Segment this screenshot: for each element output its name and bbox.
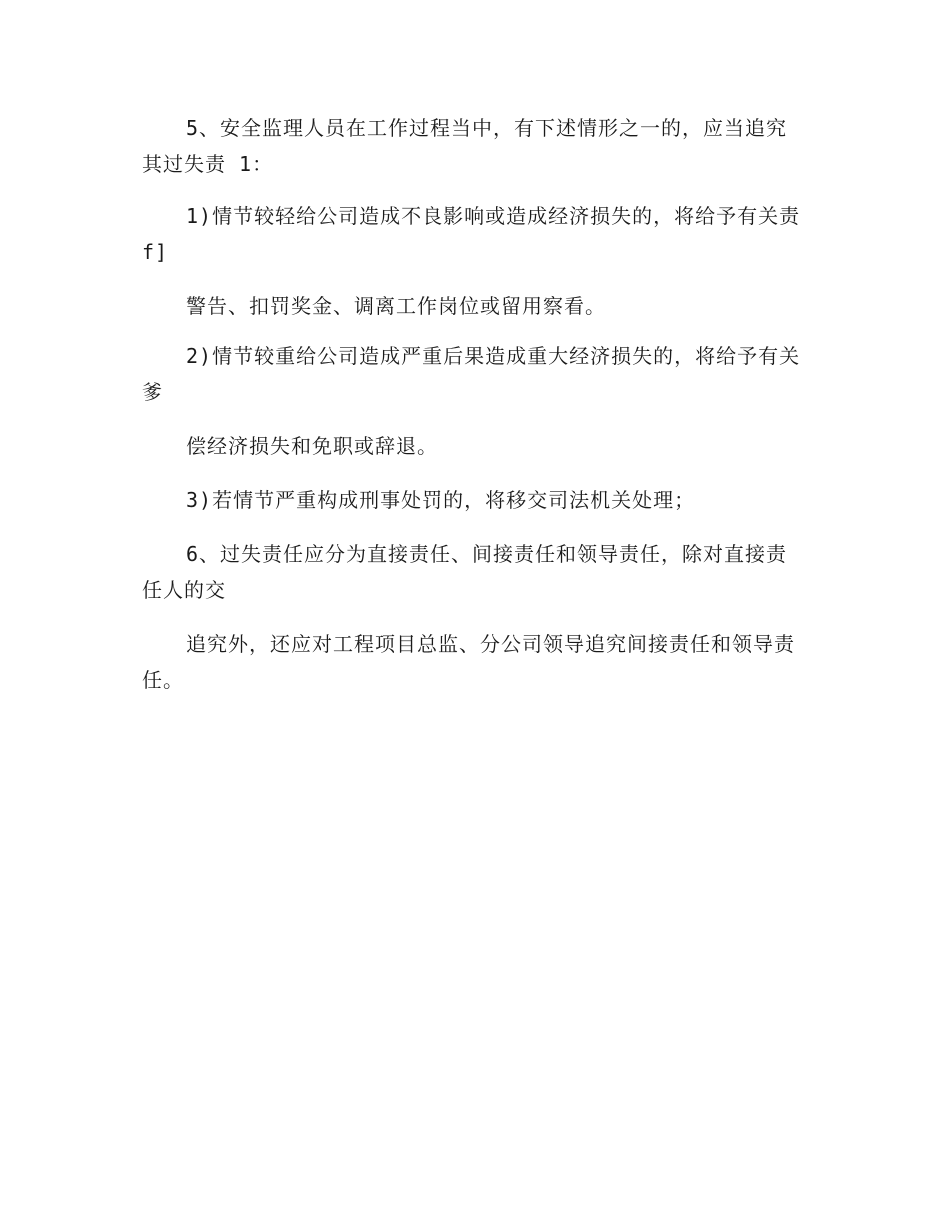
clause-5-item-2-paragraph: 2)情节较重给公司造成严重后果造成重大经济损失的，将给予有关爹 [142,344,801,404]
clause-5-item-1-paragraph: 1)情节较轻给公司造成不良影响或造成经济损失的，将给予有关责 f] [142,204,801,264]
clause-6-paragraph: 6、过失责任应分为直接责任、间接责任和领导责任，除对直接责任人的交 [142,542,788,602]
clause-5-item-3-paragraph: 3)若情节严重构成刑事处罚的，将移交司法机关处理； [186,488,696,512]
clause-5-paragraph: 5、安全监理人员在工作过程当中，有下述情形之一的，应当追究其过失责 1： [142,116,788,176]
clause-5-item-2-continuation: 偿经济损失和免职或辞退。 [186,434,438,458]
clause-5-item-1-continuation: 警告、扣罚奖金、调离工作岗位或留用察看。 [186,294,606,318]
clause-6-continuation: 追究外，还应对工程项目总监、分公司领导追究间接责任和领导责任。 [142,632,795,692]
